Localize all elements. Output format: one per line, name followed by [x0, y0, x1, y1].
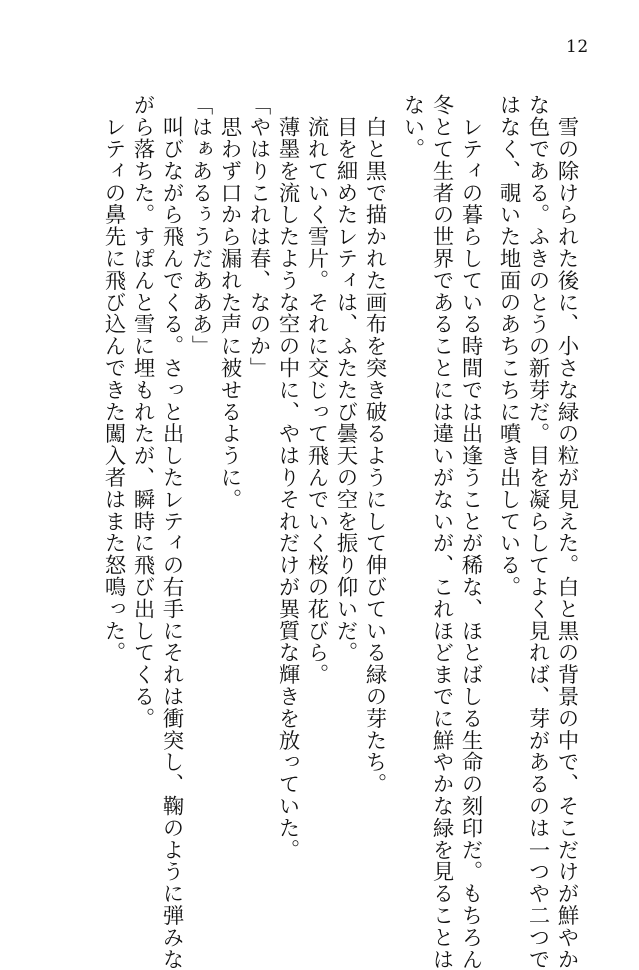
text-line: レティの鼻先に飛び込んできた闖入者はまた怒鳴った。 — [101, 94, 126, 664]
text-line: 目を細めたレティは、ふたたび曇天の空を振り仰いだ。 — [333, 94, 358, 664]
text-line: な色である。ふきのとうの新芽だ。目を凝らしてよく見れば、芽があるのは一つや二つで — [525, 94, 550, 970]
page-number: 12 — [566, 37, 589, 57]
text-line: 薄墨を流したような空の中に、やはりそれだけが異質な輝きを放っていた。 — [275, 94, 300, 861]
text-line: ない。 — [400, 94, 425, 160]
text-line: 流れていく雪片。それに交じって飛んでいく桜の花びら。 — [304, 94, 329, 686]
text-line: レティの暮らしている時間では出逢うことが稀な、ほとばしる生命の刻印だ。もちろん — [458, 94, 483, 970]
text-line: 冬とて生者の世界であることには違いがないが、これほどまでに鮮やかな緑を見ることは — [429, 94, 454, 970]
text-line: 「はぁあるぅうだあああ」 — [188, 94, 213, 357]
text-line: がら落ちた。すぽんと雪に埋もれたが、瞬時に飛び出してくる。 — [130, 94, 155, 730]
text-line: 白と黒で描かれた画布を突き破るようにして伸びている緑の芽たち。 — [362, 94, 387, 795]
text-line: 思わず口から漏れた声に被せるように。 — [217, 94, 242, 511]
text-line: はなく、覗いた地面のあちこちに噴き出している。 — [496, 94, 521, 598]
text-line: 叫びながら飛んでくる。さっと出したレティの右手にそれは衝突し、鞠のように弾みな — [159, 94, 184, 970]
text-line: 雪の除けられた後に、小さな緑の粒が見えた。白と黒の背景の中で、そこだけが鮮やか — [554, 94, 579, 970]
text-line: 「やはりこれは春、なのか」 — [246, 94, 271, 379]
